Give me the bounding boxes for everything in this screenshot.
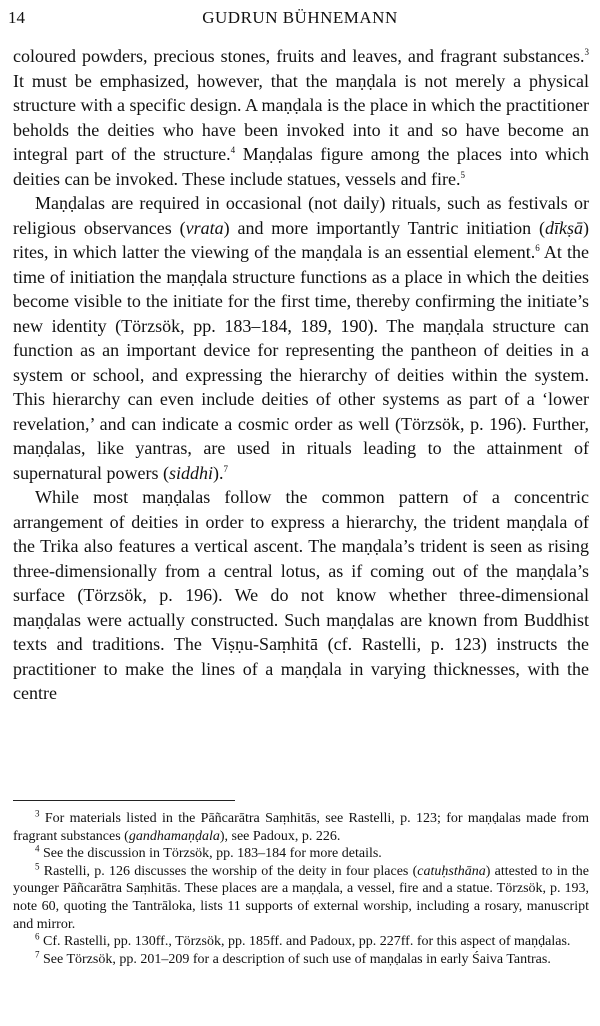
footnote-marker: 3 — [584, 47, 589, 57]
footnote-marker: 6 — [535, 243, 540, 253]
text-run: It must be emphasized, however, that the maṇḍala is not merely a physical structure with a specific design. A maṇḍala is the place in which the practitioner beholds the deities who have been invoked into it and so have become an integral part of the structure. — [13, 70, 589, 164]
paragraph — [13, 485, 589, 706]
footnote-marker: 6 — [35, 931, 40, 942]
footnote-marker: 5 — [460, 169, 466, 180]
footnote-marker: 4 — [230, 145, 236, 155]
footnotes — [13, 810, 589, 968]
footnote-marker: 7 — [223, 463, 228, 474]
text-run: ), see Padoux, p. 226. — [219, 828, 341, 844]
italic-term: gandhamaṇḍala — [128, 828, 220, 844]
italic-term: vrata — [185, 217, 224, 238]
text-run: ) rites, in which latter the viewing of the maṇḍala is an essential element. — [13, 217, 589, 262]
paragraph — [13, 44, 589, 191]
text-run: coloured powders, precious stones, fruits and leaves, and fragrant substances. — [13, 46, 585, 66]
text-run: ) and more importantly Tantric initiation ( — [223, 217, 545, 238]
text-run: ). — [212, 462, 224, 483]
italic-term: dīkṣā — [545, 217, 583, 238]
text-run: At the time of initiation the maṇḍala structure functions as a place in which the deities become visible to the initiate for the first time, thereby confirming the initiate’s new identity (Törzsök, pp. 183–184, 189, 190). The maṇḍala structure can function as an important device for representing the pantheon of deities in a system or school, and expressing the hierarchy of deities within the system. This hierarchy can even include deities of other systems as part of a ‘lower revelation,’ and can indicate a cosmic order as well (Törzsök, p. 196). Further, maṇḍalas, like yantras, are used in rituals leading to the attainment of supernatural powers ( — [13, 242, 589, 483]
page-number: 14 — [8, 8, 25, 27]
text-run: Rastelli, p. 126 discusses the worship of the deity in four places ( — [39, 863, 418, 879]
page-header — [8, 8, 592, 32]
running-head: GUDRUN BÜHNEMANN — [202, 8, 398, 27]
footnote — [13, 863, 589, 933]
paragraph — [13, 191, 589, 485]
footnote-marker: 3 — [35, 808, 40, 819]
text-run: While most maṇḍalas follow the common pattern of a concentric arrangement of deities in order to express a hierarchy, the trident maṇḍala of the Trika also features a vertical ascent. The maṇḍala’s trident is seen as rising three-dimensionally from a central lotus, as if coming out of the maṇḍala’s surface (Törzsök, p. 196). We do not know whether three-dimensional maṇḍalas were actually constructed. Such maṇḍalas are known from Buddhist texts and traditions. The Viṣṇu-Saṃhitā (cf. Rastelli, p. 123) instructs the practitioner to make the lines of a maṇḍala in varying thicknesses, with the centre — [13, 487, 589, 703]
footnote — [13, 933, 589, 951]
text-run: For materials listed in the Pāñcarātra Saṃhitās, see Rastelli, p. 123; for maṇḍalas made from fragrant substances ( — [13, 811, 589, 844]
text-run: Maṇḍalas figure among the places into which deities can be invoked. These include statues, vessels and fire. — [13, 144, 590, 189]
footnote-marker: 4 — [35, 843, 40, 854]
italic-term: siddhi — [168, 462, 213, 483]
footnote-rule — [13, 800, 235, 801]
footnote-marker: 7 — [35, 949, 40, 960]
footnote-marker: 5 — [35, 861, 40, 872]
text-run: See Törzsök, pp. 201–209 for a description of such use of maṇḍalas in early Śaiva Tantras. — [39, 951, 551, 967]
footnote — [13, 810, 589, 845]
text-run: Maṇḍalas are required in occasional (not daily) rituals, such as festivals or religious observances ( — [13, 193, 589, 238]
italic-term: catuḥsthāna — [417, 863, 486, 879]
text-run: Cf. Rastelli, pp. 130ff., Törzsök, pp. 185ff. and Padoux, pp. 227ff. for this aspect of maṇḍalas. — [39, 934, 571, 950]
body-text — [13, 44, 589, 706]
text-run: See the discussion in Törzsök, pp. 183–184 for more details. — [39, 846, 382, 862]
footnote — [13, 951, 589, 969]
footnote — [13, 845, 589, 863]
text-run: ) attested to in the younger Pāñcarātra Saṃhitās. These places are a maṇḍala, a vessel, fire and a statue. Törzsök, p. 193, note 60, quoting the Tantrāloka, lists 11 supports of external worship, including a rosary, manuscript and mirror. — [13, 863, 589, 932]
